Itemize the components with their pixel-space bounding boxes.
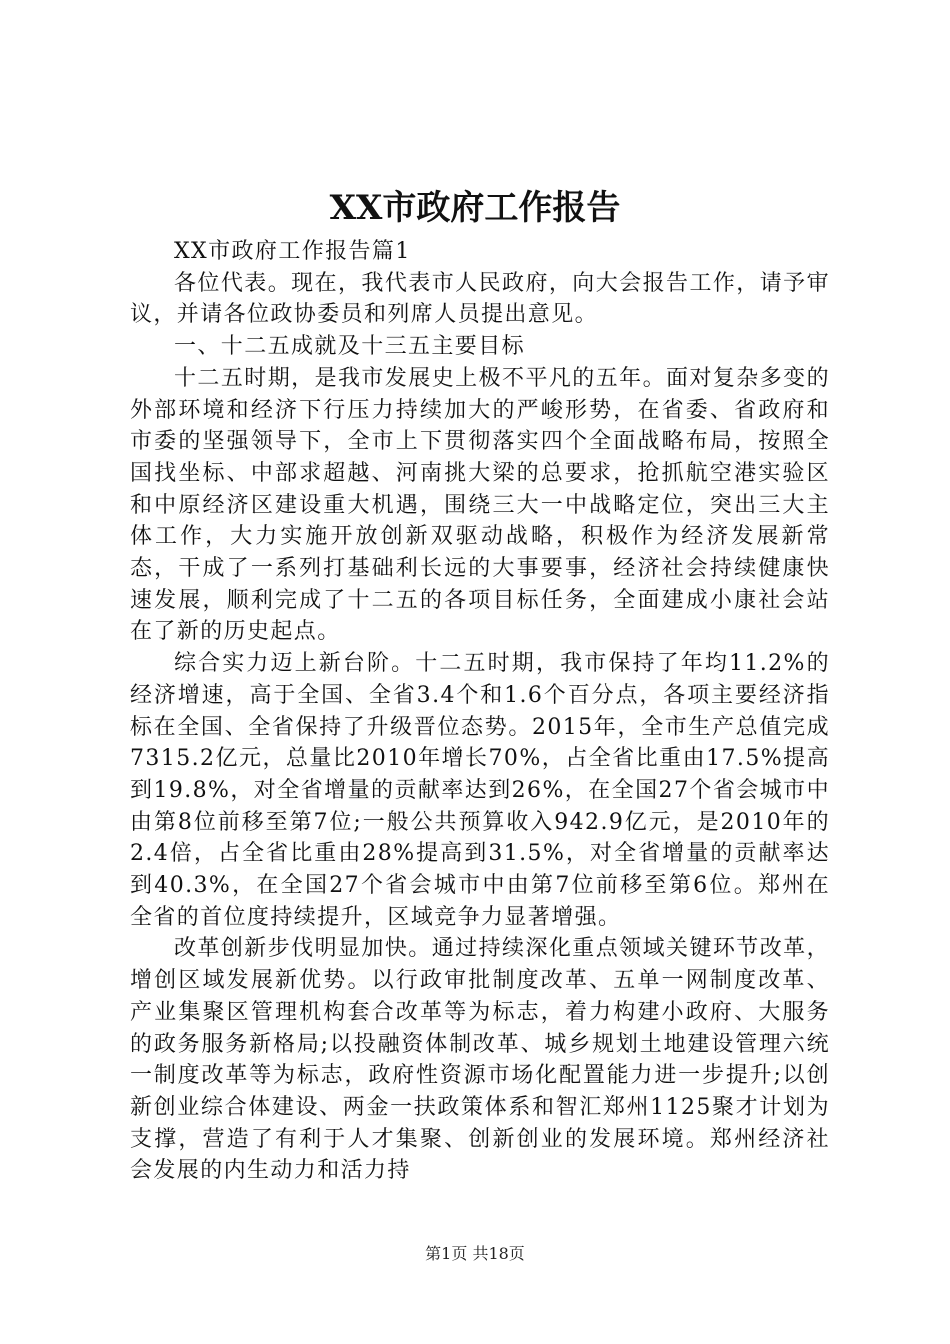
document-body [130, 236, 830, 1187]
body-paragraph: 综合实力迈上新台阶。十二五时期，我市保持了年均11.2%的经济增速，高于全国、全省3.4个和1.6个百分点，各项主要经济指标在全国、全省保持了升级晋位态势。2015年，全市生产总值完成7315.2亿元，总量比2010年增长70%，占全省比重由17.5%提高到19.8%，对全省增量的贡献率达到26%，在全国27个省会城市中由第8位前移至第7位;一般公共预算收入942.9亿元，是2010年的2.4倍，占全省比重由28%提高到31.5%，对全省增量的贡献率达到40.3%，在全国27个省会城市中由第7位前移至第6位。郑州在全省的首位度持续提升，区域竞争力显著增强。 [130, 651, 830, 930]
subtitle-paragraph: XX市政府工作报告篇1 [174, 239, 411, 264]
body-paragraph: 十二五时期，是我市发展史上极不平凡的五年。面对复杂多变的外部环境和经济下行压力持续加大的严峻形势，在省委、省政府和市委的坚强领导下，全市上下贯彻落实四个全面战略布局，按照全国找坐标、中部求超越、河南挑大梁的总要求，抢抓航空港实验区和中原经济区建设重大机遇，围绕三大一中战略定位，突出三大主体工作，大力实施开放创新双驱动战略，积极作为经济发展新常态，干成了一系列打基础利长远的大事要事，经济社会持续健康快速发展，顺利完成了十二五的各项目标任务，全面建成小康社会站在了新的历史起点。 [130, 365, 830, 645]
body-paragraph: 改革创新步伐明显加快。通过持续深化重点领域关键环节改革，增创区域发展新优势。以行政审批制度改革、五单一网制度改革、产业集聚区管理机构套合改革等为标志，着力构建小政府、大服务的政务服务新格局;以投融资体制改革、城乡规划土地建设管理六统一制度改革等为标志，政府性资源市场化配置能力进一步提升;以创新创业综合体建设、两金一扶政策体系和智汇郑州1125聚才计划为支撑，营造了有利于人才集聚、创新创业的发展环境。郑州经济社会发展的内生动力和活力持 [130, 936, 830, 1184]
document-title: XX市政府工作报告 [329, 188, 621, 228]
page-footer: 第1页 共18页 [425, 1244, 525, 1263]
body-paragraph: 各位代表。现在，我代表市人民政府，向大会报告工作，请予审议，并请各位政协委员和列席人员提出意见。 [130, 270, 830, 328]
section-heading: 一、十二五成就及十三五主要目标 [174, 334, 526, 360]
